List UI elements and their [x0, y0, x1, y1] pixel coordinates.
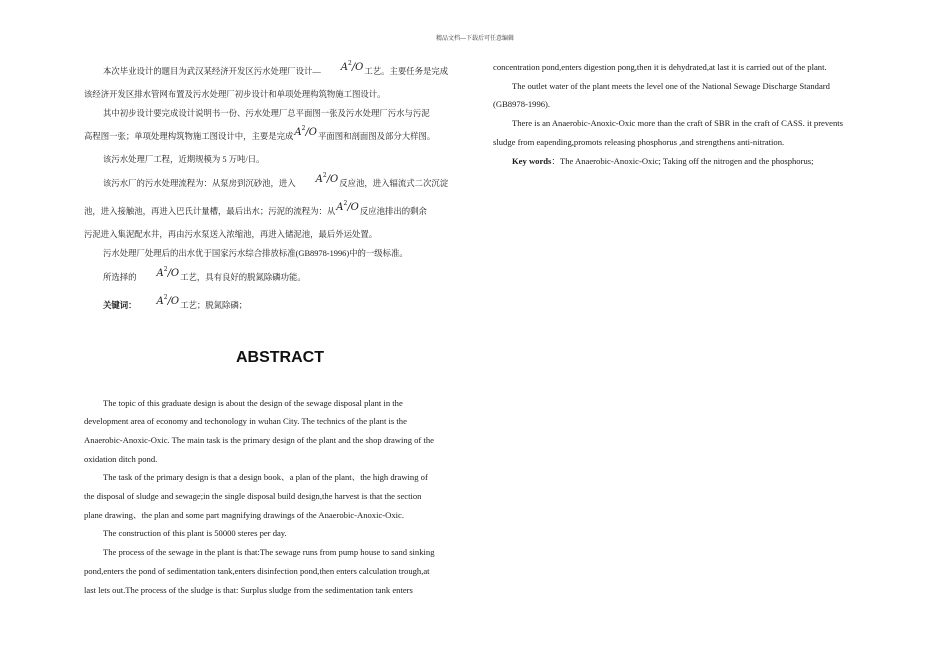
en-left-paragraphs	[84, 394, 476, 600]
en-left-paragraph-line: plane drawing、the plan and some part magnifying drawings of the Anaerobic-Anoxic-Oxic.	[84, 509, 405, 520]
cn-paragraph-5: 污水处理厂处理后的出水优于国家污水综合排放标准(GB8978-1996)中的一级标准。	[103, 248, 408, 258]
cn-paragraph-4-cont: 池，进入接触池，再进入巴氏计量槽，最后出水；污泥的流程为：从$A^2/O$反应池排出的剩余	[84, 200, 427, 217]
cn-keywords-label: 关键词：	[103, 300, 137, 310]
a2o-formula: $A^2/O$	[156, 293, 180, 307]
a2o-formula: $A^2/O$	[315, 172, 339, 186]
cn-paragraph-2: 其中初步设计要完成设计说明书一份、污水处理厂总平面图一张及污水处理厂污水与污泥	[103, 108, 430, 118]
en-left-paragraph-line: last lets out.The process of the sludge is that: Surplus sludge from the sedimentation tank enters	[84, 584, 413, 595]
en-right-paragraph-line: sludge from eapending,promots releasing phosphorus ,and strengthens anti-nitration.	[493, 136, 785, 147]
cn-keywords: 关键词： $A^2/O$工艺；脱氮除磷；	[103, 293, 248, 310]
cn-paragraph-2-cont: 高程图一张；单项处理构筑物施工图设计中，主要是完成$A^2/O$平面图和剖面图及部分大样图。	[84, 125, 436, 142]
a2o-formula: $A^2/O$	[340, 60, 364, 73]
en-left-paragraph-line: The topic of this graduate design is about the design of the sewage disposal plant in the	[103, 397, 403, 408]
abstract-title: ABSTRACT	[236, 348, 324, 366]
en-left-paragraph-line: The construction of this plant is 50000 steres per day.	[103, 528, 287, 539]
en-right-paragraphs	[493, 58, 891, 152]
en-right-paragraph-line: concentration pond,enters digestion pong,then it is dehydrated,at last it is carried out of the plant.	[493, 62, 827, 72]
en-right-paragraph-line: There is an Anaerobic-Anoxic-Oxic more than the craft of SBR in the craft of CASS. it prevents	[512, 118, 844, 129]
cn-paragraph-6: 所选择的 $A^2/O$工艺，具有良好的脱氮除磷功能。	[103, 265, 306, 282]
en-left-paragraph-line: development area of economy and techonology in wuhan City. The technics of the plant is the	[84, 416, 407, 427]
cn-paragraph-1-cont: 该经济开发区排水管网布置及污水处理厂初步设计和单项处理构筑物施工图设计。	[84, 90, 386, 99]
cn-paragraph-4: 该污水厂的污水处理流程为：从泵房到沉砂池，进入 $A^2/O$反应池，进入辐流式二次沉淀	[103, 172, 449, 189]
cn-paragraph-1: 本次毕业设计的题目为武汉某经济开发区污水处理厂设计— $A^2/O$工艺。主要任务是完成	[103, 60, 449, 76]
en-left-paragraph-line: the disposal of sludge and sewage;in the single disposal build design,the harvest is that the section	[84, 491, 422, 502]
en-right-paragraph-line: The outlet water of the plant meets the level one of the National Sewage Discharge Standard	[512, 80, 830, 91]
right-column	[493, 58, 891, 170]
en-left-paragraph-line: oxidation ditch pond.	[84, 453, 158, 464]
a2o-formula: $A^2/O$	[156, 265, 180, 279]
en-keywords: Key words：The Anaerobic-Anoxic-Oxic; Taking off the nitrogen and the phosphorus;	[512, 155, 814, 166]
en-keywords-label: Key words	[512, 155, 552, 166]
cn-paragraph-4-end: 污泥进入集泥配水井，再由污水泵送入浓缩池，再进入储泥池，最后外运处置。	[84, 230, 378, 240]
en-left-paragraph-line: pond,enters the pond of sedimentation tank,enters disinfection pond,then enters calculation trough,at	[84, 565, 430, 576]
en-left-paragraph-line: The task of the primary design is that a design book、a plan of the plant、the high drawing of	[103, 472, 428, 483]
a2o-formula: $A^2/O$	[294, 125, 318, 139]
en-left-paragraph-line: The process of the sewage in the plant is that:The sewage runs from pump house to sand sinking	[103, 547, 435, 558]
a2o-formula: $A^2/O$	[336, 200, 359, 214]
en-right-paragraph-line: (GB8978-1996).	[493, 99, 551, 110]
page-header: 精品文档---下载后可任意编辑	[436, 36, 514, 42]
left-column	[84, 58, 476, 599]
en-left-paragraph-line: Anaerobic-Anoxic-Oxic. The main task is the primary design of the plant and the shop drawing of the	[84, 434, 434, 445]
cn-paragraph-3: 该污水处理厂工程，近期规模为 5 万吨/日。	[103, 155, 265, 165]
